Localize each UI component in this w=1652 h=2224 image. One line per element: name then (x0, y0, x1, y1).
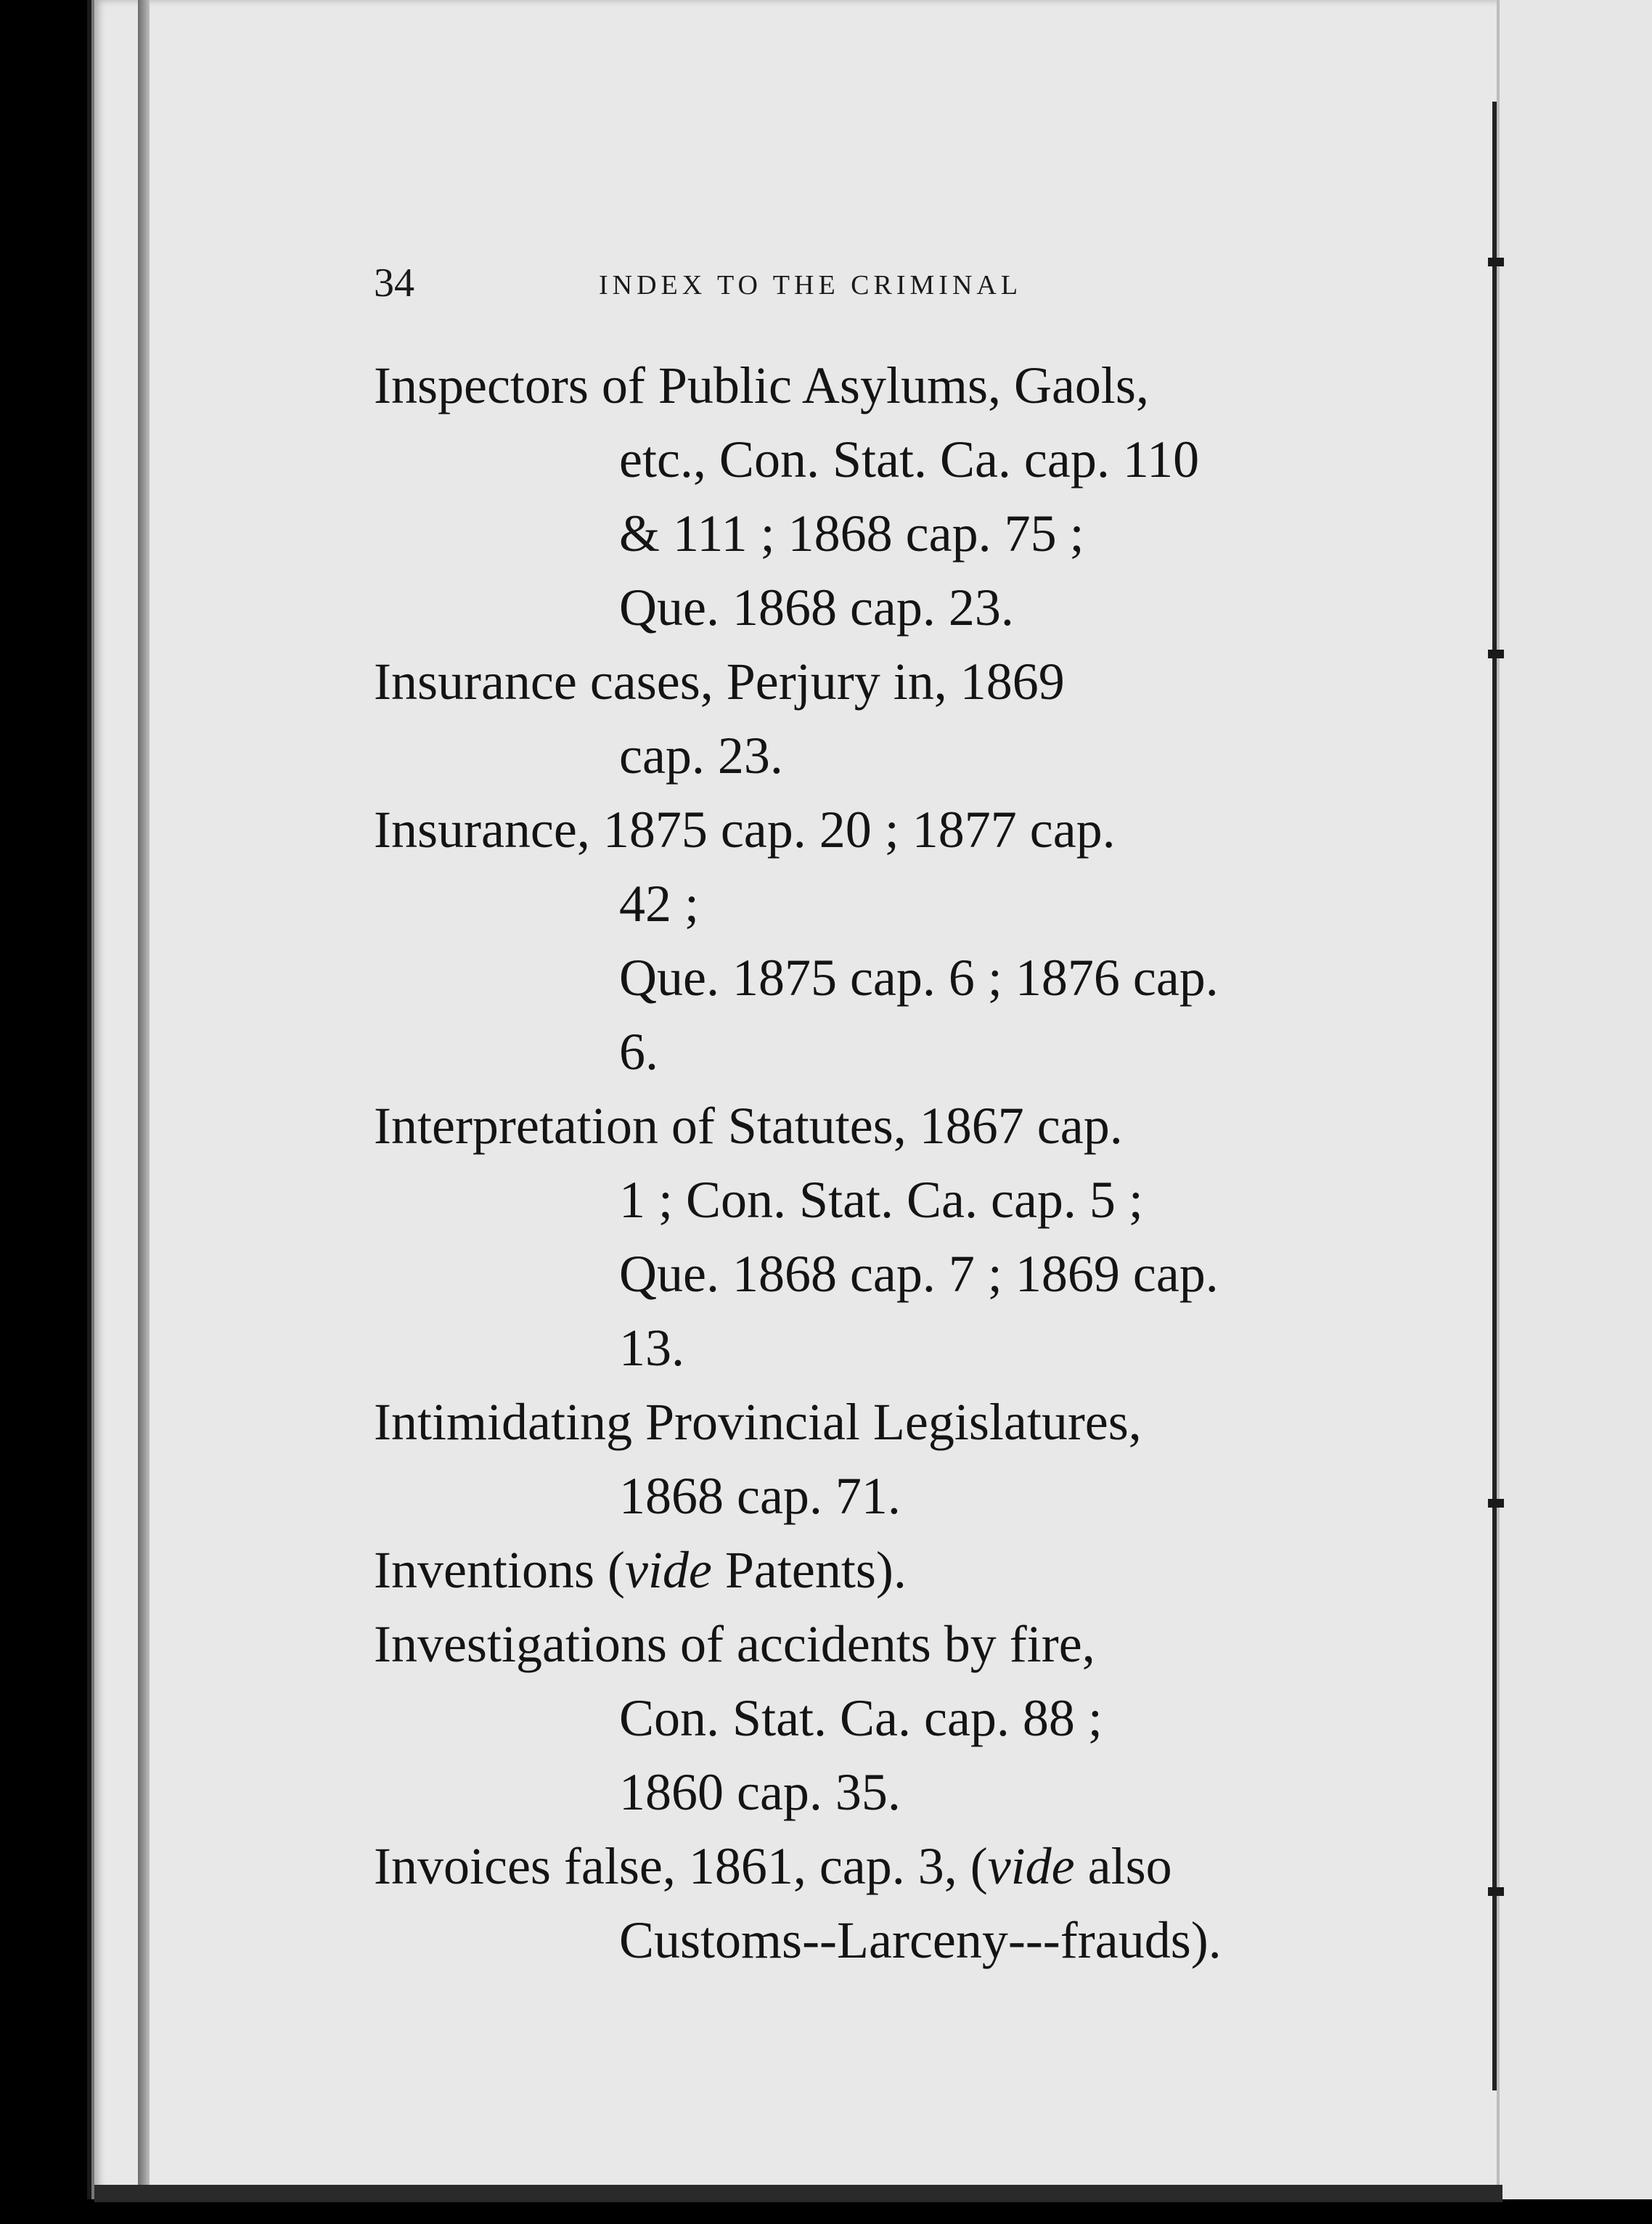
index-entry-intimidating (374, 1385, 1332, 1533)
entry-italic-text: vide (624, 1541, 712, 1599)
entry-italic-text: vide (987, 1837, 1075, 1895)
entry-text: Patents). (711, 1541, 907, 1599)
entry-continuation-line: Que. 1868 cap. 7 ; 1869 cap. (619, 1245, 1219, 1303)
entry-continuation-line: etc., Con. Stat. Ca. cap. 110 (619, 430, 1200, 488)
entry-heading-line: Intimidating Provincial Legislatures, (374, 1393, 1142, 1451)
facing-page-fold-line (1492, 102, 1497, 2090)
index-entry-inventions (374, 1533, 1332, 1607)
entry-heading-line: Interpretation of Statutes, 1867 cap. (374, 1097, 1123, 1155)
entry-continuation-line: Con. Stat. Ca. cap. 88 ; (619, 1689, 1103, 1747)
index-entry-inspectors (374, 348, 1332, 645)
entry-heading-line: Insurance, 1875 cap. 20 ; 1877 cap. (374, 801, 1116, 859)
index-entry-insurance-cases (374, 645, 1332, 793)
page-number: 34 (374, 261, 414, 306)
index-entry-investigations (374, 1607, 1332, 1829)
index-entry-interpretation (374, 1089, 1332, 1385)
entry-heading-line: Inspectors of Public Asylums, Gaols, (374, 356, 1149, 414)
entry-text: Inventions ( (374, 1541, 625, 1599)
entry-continuation-line: Customs--Larceny---frauds). (619, 1911, 1222, 1969)
entry-continuation-line: & 111 ; 1868 cap. 75 ; (619, 504, 1084, 563)
entry-continuation-line: Que. 1875 cap. 6 ; 1876 cap. (619, 949, 1219, 1007)
page-gutter-shadow (138, 0, 150, 2192)
entry-continuation-line: 1868 cap. 71. (619, 1467, 901, 1525)
entry-heading-line (374, 1533, 1332, 1607)
entry-continuation-line: 1 ; Con. Stat. Ca. cap. 5 ; (619, 1171, 1143, 1229)
index-entry-insurance (374, 793, 1332, 1089)
entry-text: Invoices false, 1861, cap. 3, ( (374, 1837, 988, 1895)
entry-heading-line (374, 1829, 1332, 1903)
fold-mark (1488, 650, 1504, 658)
entry-text: also (1074, 1837, 1172, 1895)
fold-mark (1488, 258, 1504, 266)
entry-heading-line: Investigations of accidents by fire, (374, 1615, 1095, 1673)
running-head: INDEX TO THE CRIMINAL (599, 270, 1023, 301)
page-header (374, 258, 1332, 308)
entry-continuation-line: 6. (619, 1023, 658, 1081)
index-entries (374, 348, 1332, 1977)
fold-mark (1488, 1887, 1504, 1896)
entry-heading-line: Insurance cases, Perjury in, 1869 (374, 653, 1065, 711)
entry-continuation-line: 42 ; (619, 875, 700, 933)
entry-continuation-line: 13. (619, 1319, 684, 1377)
entry-continuation-line: cap. 23. (619, 727, 783, 785)
facing-page-edge (1497, 0, 1652, 2199)
entry-continuation-line: 1860 cap. 35. (619, 1763, 901, 1821)
page-bottom-edge (94, 2185, 1502, 2202)
index-entry-invoices (374, 1829, 1332, 1977)
entry-continuation-line: Que. 1868 cap. 23. (619, 579, 1014, 637)
fold-mark (1488, 1499, 1504, 1508)
